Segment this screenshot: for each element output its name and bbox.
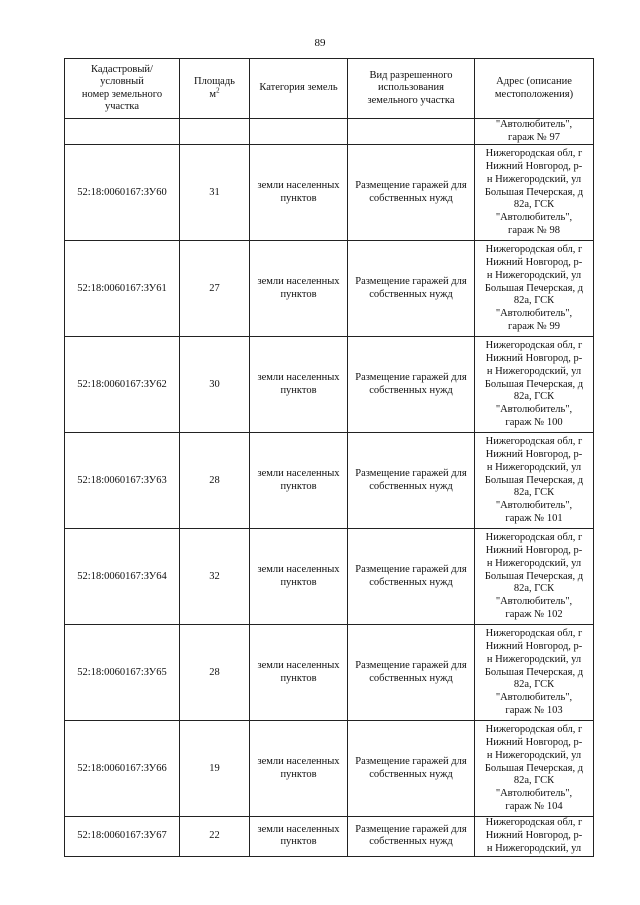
cell-area: 30 (180, 337, 250, 433)
address-line: Нижегородская обл, г (485, 436, 583, 448)
category-line: земли населенных (257, 756, 340, 768)
header-line (181, 86, 248, 102)
cell-address (475, 721, 594, 817)
address-line: Большая Печерская, д (484, 474, 584, 486)
header-line: Кадастровый/ (91, 63, 153, 75)
cell-cadastral: 52:18:0060167:ЗУ60 (65, 145, 180, 241)
header-line: использования (378, 82, 444, 94)
cell-address (475, 337, 594, 433)
address-line: "Автолюбитель", (495, 499, 573, 511)
header-line: условный (100, 76, 144, 87)
usage-line: Размещение гаражей для (355, 372, 467, 384)
table-header-row (65, 59, 594, 119)
cell-category (250, 721, 348, 817)
cell-usage (348, 433, 475, 529)
address-line: гараж № 98 (508, 224, 560, 236)
cell-area: 19 (180, 721, 250, 817)
category-line: пунктов (280, 192, 317, 204)
address-line: н Нижегородский, ул (486, 749, 582, 761)
usage-line: собственных нужд (369, 672, 453, 684)
cell-address (475, 625, 594, 721)
header-line: Адрес (описание (496, 76, 572, 87)
address-line: гараж № 101 (505, 512, 563, 524)
cell-area: 32 (180, 529, 250, 625)
category-line: пунктов (280, 384, 317, 396)
usage-line: Размещение гаражей для (355, 468, 467, 480)
address-line: "Автолюбитель", (495, 691, 573, 703)
cell-usage (348, 625, 475, 721)
category-line: пунктов (280, 288, 317, 300)
header-line: местоположения) (494, 88, 574, 100)
cell-usage (348, 337, 475, 433)
address-line: н Нижегородский, ул (486, 365, 582, 377)
cell-area (180, 119, 250, 145)
header-area-unit: м (209, 88, 217, 100)
address-line: 82а, ГСК (513, 199, 555, 211)
header-line: земельного участка (367, 94, 455, 106)
address-line: Нижний Новгород, р- (485, 353, 583, 365)
category-line: пунктов (280, 768, 317, 780)
usage-line: собственных нужд (369, 288, 453, 300)
cell-category (250, 145, 348, 241)
land-plots-table (64, 58, 594, 857)
header-address (475, 59, 594, 119)
cell-address (475, 529, 594, 625)
address-line: Нижний Новгород, р- (485, 161, 583, 173)
address-line: 82а, ГСК (513, 679, 555, 691)
category-line: земли населенных (257, 564, 340, 576)
cell-category (250, 241, 348, 337)
cell-area: 22 (180, 817, 250, 856)
address-line: Нижегородская обл, г (485, 817, 583, 829)
usage-line: собственных нужд (369, 384, 453, 396)
cell-area: 28 (180, 625, 250, 721)
usage-line: собственных нужд (369, 576, 453, 588)
address-line: н Нижегородский, ул (486, 842, 582, 854)
cell-cadastral: 52:18:0060167:ЗУ67 (65, 817, 180, 856)
category-line: пунктов (280, 672, 317, 684)
cell-usage (348, 145, 475, 241)
address-line: Большая Печерская, д (484, 282, 584, 294)
address-line: Большая Печерская, д (484, 762, 584, 774)
usage-line: Размещение гаражей для (355, 660, 467, 672)
address-line: Нижний Новгород, р- (485, 830, 583, 842)
cell-usage (348, 721, 475, 817)
address-line: 82а, ГСК (513, 775, 555, 787)
category-line: земли населенных (257, 180, 340, 192)
address-line: Большая Печерская, д (484, 666, 584, 678)
header-line: номер земельного (81, 88, 163, 100)
cell-address (475, 817, 594, 856)
cell-cadastral (65, 119, 180, 145)
address-line: Нижний Новгород, р- (485, 641, 583, 653)
cell-usage (348, 529, 475, 625)
address-line: Нижегородская обл, г (485, 628, 583, 640)
category-line: земли населенных (257, 660, 340, 672)
table-row (65, 145, 594, 241)
cell-area: 28 (180, 433, 250, 529)
address-line: гараж № 102 (505, 608, 563, 620)
cell-cadastral: 52:18:0060167:ЗУ62 (65, 337, 180, 433)
usage-line: собственных нужд (369, 480, 453, 492)
category-line: земли населенных (257, 372, 340, 384)
address-line: гараж № 104 (505, 800, 563, 812)
address-line: Большая Печерская, д (484, 186, 584, 198)
address-line: Большая Печерская, д (484, 570, 584, 582)
table-row (65, 337, 594, 433)
table-row (65, 721, 594, 817)
usage-line: собственных нужд (369, 836, 453, 848)
address-line: Нижегородская обл, г (485, 532, 583, 544)
address-line: Нижегородская обл, г (485, 244, 583, 256)
usage-line: собственных нужд (369, 192, 453, 204)
header-permitted-use (348, 59, 475, 119)
address-line: н Нижегородский, ул (486, 653, 582, 665)
cell-cadastral: 52:18:0060167:ЗУ66 (65, 721, 180, 817)
category-line: земли населенных (257, 468, 340, 480)
table-row (65, 529, 594, 625)
address-line: "Автолюбитель", (495, 403, 573, 415)
table-row (65, 241, 594, 337)
page-number: 89 (314, 37, 326, 49)
header-line: Категория земель (259, 82, 338, 94)
cell-address (475, 433, 594, 529)
usage-line: собственных нужд (369, 768, 453, 780)
header-line: Площадь (194, 76, 235, 87)
category-line: земли населенных (257, 276, 340, 288)
address-line: Нижегородская обл, г (485, 148, 583, 160)
header-land-category (250, 59, 348, 119)
address-line: Нижегородская обл, г (485, 340, 583, 352)
header-area-unit-superscript: 2 (216, 86, 220, 94)
table-row-continuation (65, 119, 594, 145)
cell-category (250, 433, 348, 529)
category-line: пунктов (280, 576, 317, 588)
category-line: пунктов (280, 836, 317, 848)
cell-category (250, 817, 348, 856)
cell-address (475, 119, 594, 145)
address-line: Большая Печерская, д (484, 378, 584, 390)
cell-category (250, 119, 348, 145)
address-line: н Нижегородский, ул (486, 173, 582, 185)
address-line: н Нижегородский, ул (486, 461, 582, 473)
address-line: Нижний Новгород, р- (485, 257, 583, 269)
address-line: Нижний Новгород, р- (485, 449, 583, 461)
cell-usage (348, 817, 475, 856)
address-line: "Автолюбитель", (495, 595, 573, 607)
address-line: Нижний Новгород, р- (485, 545, 583, 557)
cell-category (250, 529, 348, 625)
address-line: н Нижегородский, ул (486, 557, 582, 569)
cell-area: 27 (180, 241, 250, 337)
usage-line: Размещение гаражей для (355, 756, 467, 768)
address-line: 82а, ГСК (513, 391, 555, 403)
cell-cadastral: 52:18:0060167:ЗУ63 (65, 433, 180, 529)
cell-category (250, 625, 348, 721)
usage-line: Размещение гаражей для (355, 564, 467, 576)
address-line: "Автолюбитель", (495, 787, 573, 799)
category-line: земли населенных (257, 823, 340, 835)
header-line: участка (104, 101, 140, 112)
usage-line: Размещение гаражей для (355, 180, 467, 192)
table-row (65, 817, 594, 856)
cell-address (475, 241, 594, 337)
cell-address (475, 145, 594, 241)
address-line: "Автолюбитель", (495, 119, 573, 130)
usage-line: Размещение гаражей для (355, 823, 467, 835)
cell-usage (348, 119, 475, 145)
address-line: гараж № 100 (505, 416, 563, 428)
address-line: 82а, ГСК (513, 583, 555, 595)
category-line: пунктов (280, 480, 317, 492)
cell-cadastral: 52:18:0060167:ЗУ64 (65, 529, 180, 625)
header-line: Вид разрешенного (369, 69, 453, 81)
cell-area: 31 (180, 145, 250, 241)
address-line: гараж № 97 (508, 131, 560, 143)
address-line: гараж № 103 (505, 704, 563, 716)
address-line: 82а, ГСК (513, 487, 555, 499)
cell-category (250, 337, 348, 433)
cell-usage (348, 241, 475, 337)
table-body (65, 119, 594, 857)
header-cadastral-number (65, 59, 180, 119)
table-row (65, 625, 594, 721)
usage-line: Размещение гаражей для (355, 276, 467, 288)
cell-cadastral: 52:18:0060167:ЗУ65 (65, 625, 180, 721)
address-line: н Нижегородский, ул (486, 269, 582, 281)
table-row (65, 433, 594, 529)
address-line: Нижний Новгород, р- (485, 737, 583, 749)
address-line: "Автолюбитель", (495, 211, 573, 223)
cell-cadastral: 52:18:0060167:ЗУ61 (65, 241, 180, 337)
address-line: гараж № 99 (508, 320, 560, 332)
header-area (180, 59, 250, 119)
address-line: Нижегородская обл, г (485, 724, 583, 736)
address-line: 82а, ГСК (513, 295, 555, 307)
address-line: "Автолюбитель", (495, 307, 573, 319)
